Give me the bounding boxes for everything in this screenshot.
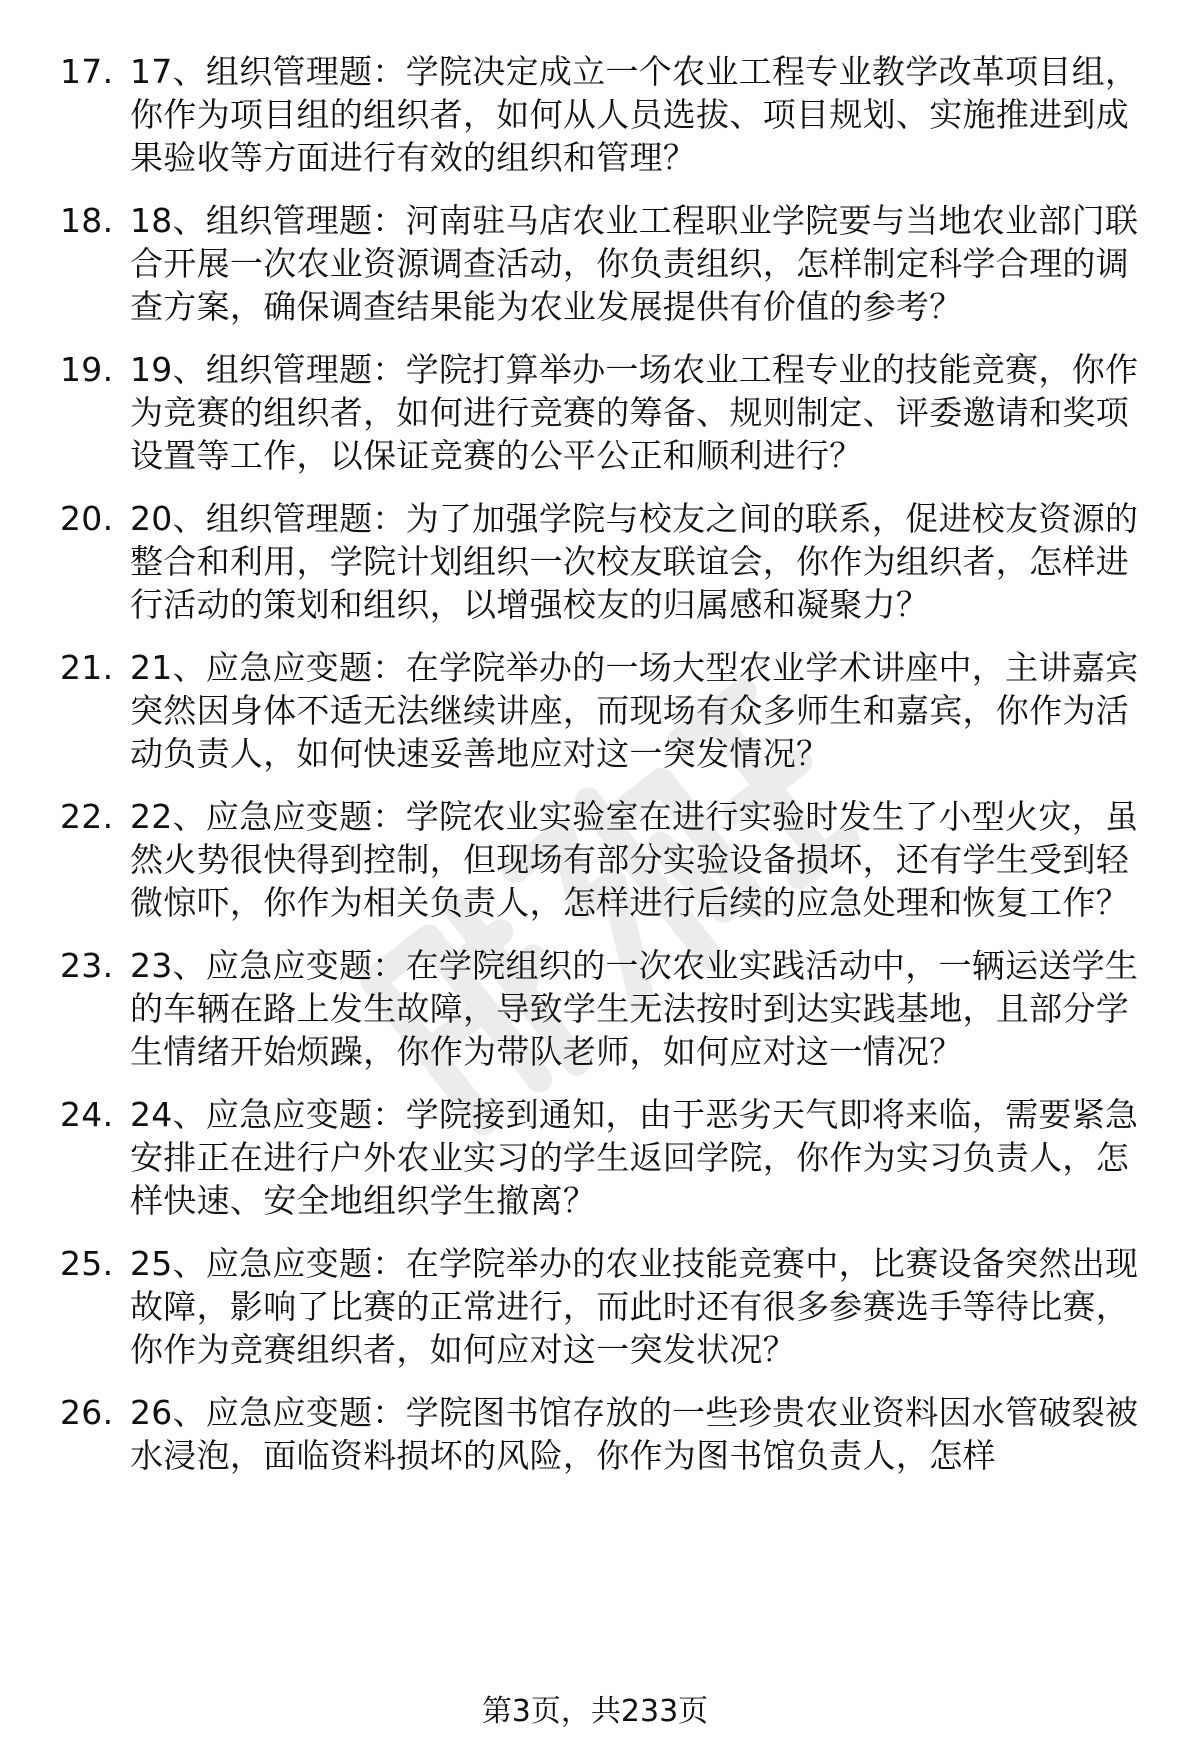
question-number: 18. — [60, 201, 114, 240]
question-item — [0, 1391, 1190, 1477]
question-item — [0, 944, 1190, 1073]
page-footer: 第3页，共233页 — [481, 1694, 709, 1729]
question-item — [0, 1242, 1190, 1371]
question-text: 23、应急应变题：在学院组织的一次农业实践活动中，一辆运送学生的车辆在路上发生故障，导致学生无法按时到达实践基地，且部分学生情绪开始烦躁，你作为带队老师，如何应对这一情况？ — [130, 946, 1139, 1071]
question-text: 25、应急应变题：在学院举办的农业技能竞赛中，比赛设备突然出现故障，影响了比赛的正常进行，而此时还有很多参赛选手等待比赛，你作为竞赛组织者，如何应对这一突发状况？ — [130, 1244, 1139, 1369]
question-item — [0, 646, 1190, 775]
question-number: 23. — [60, 946, 114, 985]
question-text: 21、应急应变题：在学院举办的一场大型农业学术讲座中，主讲嘉宾突然因身体不适无法继续讲座，而现场有众多师生和嘉宾，你作为活动负责人，如何快速妥善地应对这一突发情况？ — [130, 648, 1139, 773]
question-number: 19. — [60, 350, 114, 389]
question-text: 18、组织管理题：河南驻马店农业工程职业学院要与当地农业部门联合开展一次农业资源调查活动，你负责组织，怎样制定科学合理的调查方案，确保调查结果能为农业发展提供有价值的参考？ — [130, 201, 1139, 326]
question-text: 17、组织管理题：学院决定成立一个农业工程专业教学改革项目组，你作为项目组的组织者，如何从人员选拔、项目规划、实施推进到成果验收等方面进行有效的组织和管理？ — [130, 52, 1139, 177]
question-item — [0, 348, 1190, 477]
question-item — [0, 1093, 1190, 1222]
question-text: 26、应急应变题：学院图书馆存放的一些珍贵农业资料因水管破裂被水浸泡，面临资料损坏的风险，你作为图书馆负责人，怎样 — [130, 1393, 1139, 1475]
question-number: 17. — [60, 52, 114, 91]
question-number: 20. — [60, 499, 114, 538]
question-item — [0, 497, 1190, 626]
question-text: 19、组织管理题：学院打算举办一场农业工程专业的技能竞赛，你作为竞赛的组织者，如何进行竞赛的筹备、规则制定、评委邀请和奖项设置等工作，以保证竞赛的公平公正和顺利进行？ — [130, 350, 1139, 475]
question-item — [0, 199, 1190, 328]
question-item — [0, 795, 1190, 924]
question-text: 20、组织管理题：为了加强学院与校友之间的联系，促进校友资源的整合和利用，学院计划组织一次校友联谊会，你作为组织者，怎样进行活动的策划和组织，以增强校友的归属感和凝聚力？ — [130, 499, 1139, 624]
question-list — [0, 50, 1190, 1497]
question-text: 24、应急应变题：学院接到通知，由于恶劣天气即将来临，需要紧急安排正在进行户外农业实习的学生返回学院，你作为实习负责人，怎样快速、安全地组织学生撤离？ — [130, 1095, 1139, 1220]
question-item — [0, 50, 1190, 179]
question-number: 26. — [60, 1393, 114, 1432]
question-number: 25. — [60, 1244, 114, 1283]
question-number: 24. — [60, 1095, 114, 1134]
question-text: 22、应急应变题：学院农业实验室在进行实验时发生了小型火灾，虽然火势很快得到控制，但现场有部分实验设备损坏，还有学生受到轻微惊吓，你作为相关负责人，怎样进行后续的应急处理和恢复工作？ — [130, 797, 1139, 922]
question-number: 21. — [60, 648, 114, 687]
question-number: 22. — [60, 797, 114, 836]
